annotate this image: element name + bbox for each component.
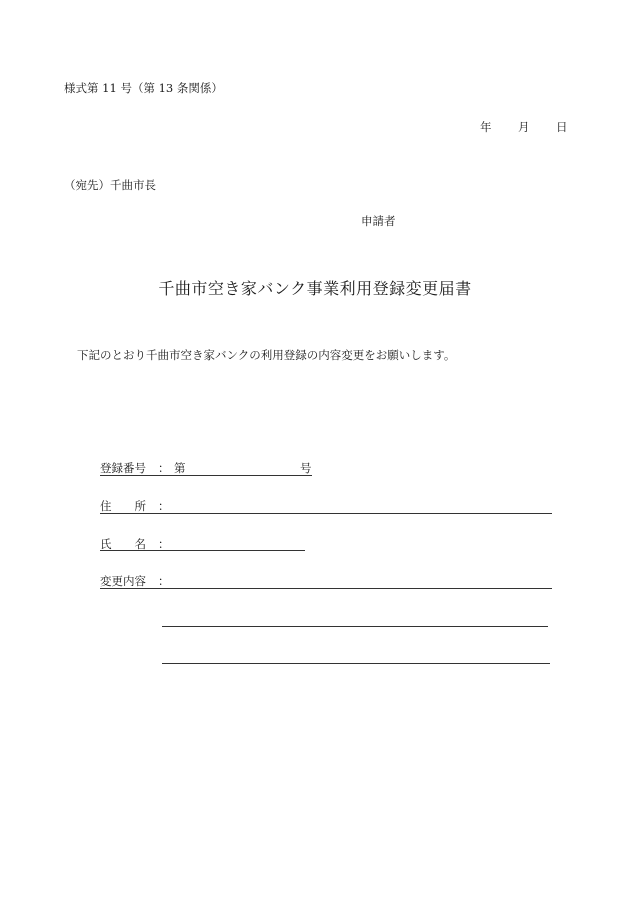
addressee: （宛先）千曲市長 [64, 178, 156, 192]
change-details-underline-2 [162, 626, 548, 627]
document-title: 千曲市空き家バンク事業利用登録変更届書 [158, 279, 472, 298]
address-underline [100, 513, 552, 514]
registration-number-prefix: 第 [174, 461, 186, 475]
registration-number-colon: ： [158, 461, 170, 475]
name-colon: ： [158, 537, 170, 551]
name-underline [100, 550, 305, 551]
date-year-label: 年 [480, 120, 492, 134]
address-label: 住 所 [100, 499, 146, 513]
change-details-underline-1 [100, 588, 552, 589]
registration-number-suffix: 号 [300, 461, 312, 475]
date-day-label: 日 [556, 120, 568, 134]
request-statement: 下記のとおり千曲市空き家バンクの利用登録の内容変更をお願いします。 [77, 348, 456, 362]
registration-number-label: 登録番号 [100, 461, 146, 475]
registration-number-underline [100, 475, 312, 476]
change-details-underline-3 [162, 663, 550, 664]
date-month-label: 月 [518, 120, 530, 134]
form-number: 様式第 11 号（第 13 条関係） [64, 81, 223, 95]
address-colon: ： [158, 499, 170, 513]
change-details-label: 変更内容 [100, 574, 146, 588]
applicant-label: 申請者 [361, 214, 396, 228]
change-details-colon: ： [158, 574, 170, 588]
name-label: 氏 名 [100, 537, 146, 551]
date-line [480, 120, 568, 134]
